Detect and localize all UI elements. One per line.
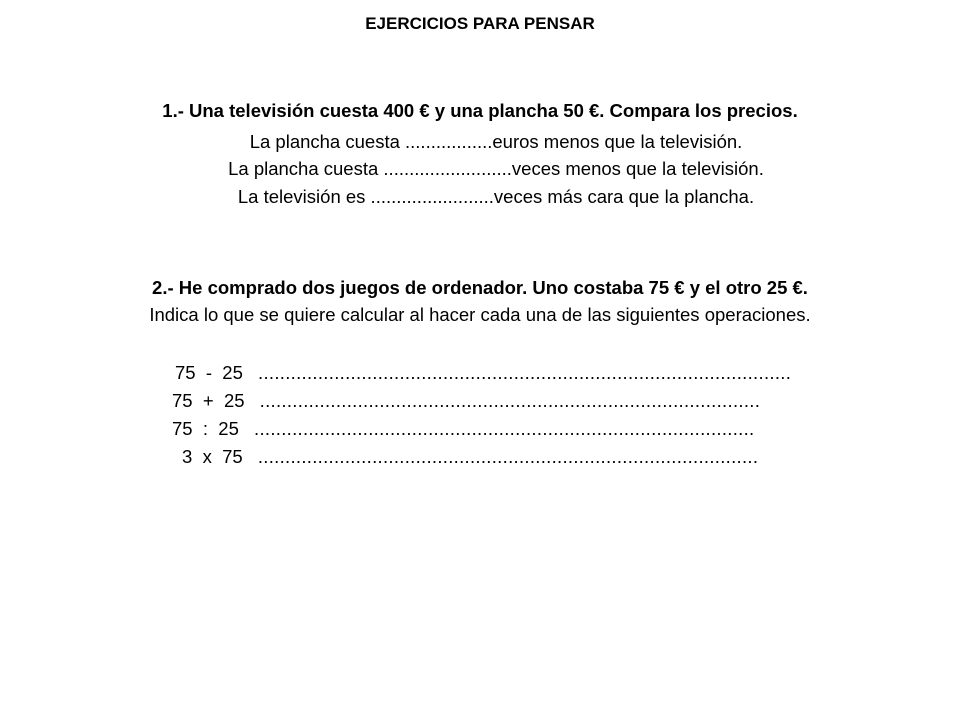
operation-row-division	[172, 418, 754, 440]
answer-blank: ..................................................................................................	[258, 362, 792, 383]
exercise-2-heading: 2.- He comprado dos juegos de ordenador. Uno costaba 75 € y el otro 25 €.	[152, 277, 808, 298]
exercise-2-instruction: Indica lo que se quiere calcular al hacer cada una de las siguientes operaciones.	[149, 304, 811, 325]
exercise-1-line-3: La televisión es ........................veces más cara que la plancha.	[237, 186, 755, 207]
worksheet-title: EJERCICIOS PARA PENSAR	[365, 14, 595, 33]
operation-expression: 75 : 25	[172, 418, 239, 439]
operation-row-addition	[172, 390, 760, 412]
exercise-1-heading: 1.- Una televisión cuesta 400 € y una plancha 50 €. Compara los precios.	[162, 100, 798, 121]
operation-expression: 75 + 25	[172, 390, 245, 411]
operation-expression: 3 x 75	[182, 446, 243, 467]
operation-row-subtraction	[175, 362, 791, 384]
exercise-1-line-1: La plancha cuesta .................euros menos que la televisión.	[249, 131, 743, 152]
exercise-1-line-2: La plancha cuesta .........................veces menos que la televisión.	[228, 158, 764, 179]
answer-blank: ............................................................................................	[257, 446, 759, 467]
answer-blank: ............................................................................................	[254, 418, 755, 439]
operation-row-multiplication	[182, 446, 758, 468]
answer-blank: ............................................................................................	[259, 390, 761, 411]
operation-expression: 75 - 25	[175, 362, 243, 383]
